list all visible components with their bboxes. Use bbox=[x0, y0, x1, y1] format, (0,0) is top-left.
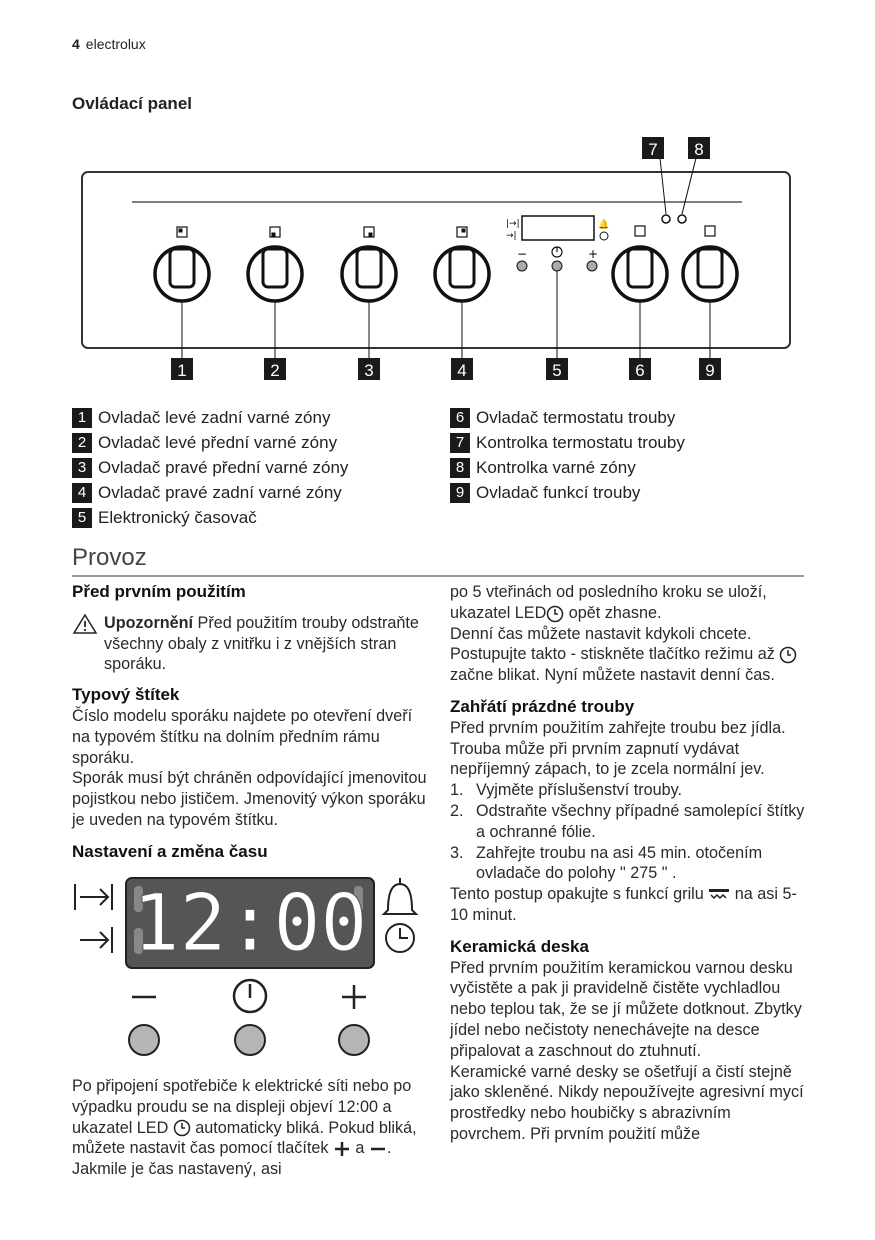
legend-text: Ovladač funkcí trouby bbox=[476, 483, 641, 502]
clock-icon bbox=[386, 924, 414, 952]
time-text-2: automaticky bliká. Pokud bliká, můžete nastavit čas pomocí tlačítek bbox=[72, 1118, 417, 1158]
empty-oven-title: Zahřátí prázdné trouby bbox=[450, 696, 635, 716]
section-title: Ovládací panel bbox=[72, 94, 192, 113]
display-time: 12:00 bbox=[132, 879, 368, 969]
legend-left bbox=[72, 405, 348, 530]
callout-2: 2 bbox=[270, 361, 280, 380]
legend-text: Ovladač levé zadní varné zóny bbox=[98, 408, 331, 427]
knob-9 bbox=[683, 226, 737, 301]
indicator-light-8 bbox=[678, 215, 686, 223]
timer-module bbox=[506, 216, 609, 271]
provoz-title: Provoz bbox=[72, 544, 147, 571]
legend-num: 9 bbox=[450, 483, 470, 503]
legend-num: 3 bbox=[72, 458, 92, 478]
indicator-light-7 bbox=[662, 215, 670, 223]
cont-text-3: Denní čas můžete nastavit kdykoli chcete. Postupujte takto - stiskněte tlačítko režimu až bbox=[450, 624, 775, 664]
list-item bbox=[450, 843, 806, 885]
legend-num: 6 bbox=[450, 408, 470, 428]
step-number: 2. bbox=[450, 801, 464, 820]
legend-text: Ovladač termostatu trouby bbox=[476, 408, 676, 427]
cont-text-2: opět zhasne. bbox=[568, 603, 662, 622]
minus-icon bbox=[369, 1140, 387, 1158]
legend-num: 4 bbox=[72, 483, 92, 503]
plate-paragraph-1: Číslo modelu sporáku najdete po otevření dveří na typovém štítku na dolním předním rámu sporáku. bbox=[72, 706, 413, 767]
legend-item bbox=[450, 455, 685, 480]
cont-text-4: začne blikat. Nyní můžete nastavit denní čas. bbox=[450, 666, 775, 685]
callout-7: 7 bbox=[648, 140, 658, 159]
ceramic-paragraph-1: Před prvním použitím keramickou varnou desku vyčistěte a pak ji pravidelně čistěte vychladlou nebo teplou tak, že se jí můžete dotknout. Zbytky jídel nebo nečistoty nenechávejte na desce připalovat a zaschnout do ztuhnutí. bbox=[450, 958, 802, 1060]
legend-num: 8 bbox=[450, 458, 470, 478]
warning-block bbox=[72, 613, 428, 675]
left-column bbox=[72, 582, 428, 863]
cont-text-1: po 5 vteřinách od posledního kroku se uloží, ukazatel LED bbox=[450, 583, 767, 622]
time-text-1: Po připojení spotřebiče k elektrické síti nebo po výpadku proudu se na displeji objeví 12:00 a ukazatel LED bbox=[72, 1077, 412, 1137]
legend-text: Ovladač pravé zadní varné zóny bbox=[98, 483, 342, 502]
svg-text:→|: →| bbox=[506, 231, 517, 241]
clock-icon bbox=[546, 605, 564, 623]
time-text-4: . Jakmile je čas nastavený, asi bbox=[72, 1139, 392, 1179]
legend-text: Ovladač pravé přední varné zóny bbox=[98, 458, 349, 477]
legend-item bbox=[72, 480, 348, 505]
list-item bbox=[450, 801, 806, 843]
knob-2 bbox=[248, 227, 302, 301]
callout-1: 1 bbox=[177, 361, 187, 380]
page-header bbox=[72, 36, 146, 52]
legend-item bbox=[72, 455, 348, 480]
knob-6 bbox=[613, 226, 667, 301]
legend-text: Elektronický časovač bbox=[98, 508, 257, 527]
legend-num: 5 bbox=[72, 508, 92, 528]
grill-text-2: na asi 5-10 minut. bbox=[450, 885, 797, 924]
step-text: Vyjměte příslušenství trouby. bbox=[476, 781, 683, 800]
brand-name: electrolux bbox=[85, 36, 146, 52]
minus-button[interactable] bbox=[129, 1025, 159, 1055]
section-divider bbox=[72, 575, 804, 577]
callout-3: 3 bbox=[364, 361, 374, 380]
mode-button[interactable] bbox=[235, 1025, 265, 1055]
empty-oven-paragraph: Před prvním použitím zahřejte troubu bez jídla. Trouba může při prvním zapnutí vydávat nepříjemný zápach, to je zcela normální jev. bbox=[450, 718, 786, 779]
plus-icon bbox=[342, 985, 366, 1009]
steps-list bbox=[450, 780, 806, 884]
plate-title: Typový štítek bbox=[72, 685, 180, 705]
time-paragraph bbox=[72, 1076, 428, 1180]
grill-icon bbox=[708, 888, 730, 902]
plate-paragraph-2: Sporák musí být chráněn odpovídající jmenovitou pojistkou nebo jističem. Jmenovitý výkon sporáku je uveden na typovém štítku. bbox=[72, 769, 427, 829]
legend-num: 7 bbox=[450, 433, 470, 453]
ceramic-paragraph-2: Keramické varné desky se ošetřují a čistí stejně jako skleněné. Nikdy nepoužívejte agresivní mycí prostředky nebo houbičky s abrazivním povrchem. Při prvním použití může bbox=[450, 1062, 804, 1143]
legend-item bbox=[72, 405, 348, 430]
step-text: Zahřejte troubu na asi 45 min. otočením ovladače do polohy " 275 " . bbox=[476, 843, 763, 883]
callout-5: 5 bbox=[552, 361, 562, 380]
legend-num: 2 bbox=[72, 433, 92, 453]
grill-text-1: Tento postup opakujte s funkcí grilu bbox=[450, 885, 704, 904]
timer-end-icon bbox=[75, 884, 112, 910]
callout-4: 4 bbox=[457, 361, 467, 380]
callout-6: 6 bbox=[635, 361, 645, 380]
legend-item bbox=[450, 430, 685, 455]
ceramic-title: Keramická deska bbox=[450, 936, 589, 956]
warning-label: Upozornění bbox=[104, 613, 194, 632]
clock-icon bbox=[779, 646, 797, 664]
warning-icon bbox=[72, 613, 104, 675]
list-item bbox=[450, 780, 806, 801]
svg-text:|→|: |→| bbox=[506, 219, 520, 229]
legend-text: Ovladač levé přední varné zóny bbox=[98, 433, 338, 452]
clock-icon bbox=[173, 1119, 191, 1137]
bell-icon bbox=[384, 878, 416, 914]
legend-num: 1 bbox=[72, 408, 92, 428]
callout-8: 8 bbox=[694, 140, 704, 159]
plus-button[interactable] bbox=[339, 1025, 369, 1055]
timer-duration-icon bbox=[80, 927, 112, 953]
first-use-title: Před prvním použitím bbox=[72, 582, 246, 601]
control-panel-diagram bbox=[70, 134, 810, 394]
time-title: Nastavení a změna času bbox=[72, 841, 268, 861]
legend-text: Kontrolka termostatu trouby bbox=[476, 433, 685, 452]
right-column bbox=[450, 582, 806, 1145]
time-text-3: a bbox=[355, 1139, 365, 1158]
callout-9: 9 bbox=[705, 361, 715, 380]
legend-item bbox=[72, 430, 348, 455]
svg-text:−: − bbox=[517, 247, 528, 261]
knob-4 bbox=[435, 227, 489, 301]
step-number: 3. bbox=[450, 843, 464, 862]
legend-item bbox=[450, 480, 685, 505]
legend-right bbox=[450, 405, 685, 505]
step-text: Odstraňte všechny případné samolepící štítky a ochranné fólie. bbox=[476, 801, 805, 841]
page-number: 4 bbox=[72, 36, 80, 52]
plus-icon bbox=[333, 1140, 351, 1158]
power-clock-icon bbox=[234, 980, 266, 1012]
knob-3 bbox=[342, 227, 396, 301]
svg-text:🔔: 🔔 bbox=[598, 220, 610, 230]
legend-item bbox=[72, 505, 348, 530]
svg-text:+: + bbox=[588, 247, 599, 261]
warning-text: Před použitím trouby odstraňte všechny obaly z vnitřku i z vnějších stran sporáku. bbox=[104, 613, 419, 674]
legend-item bbox=[450, 405, 685, 430]
knob-1 bbox=[155, 227, 209, 301]
timer-illustration bbox=[70, 872, 430, 1064]
step-number: 1. bbox=[450, 781, 464, 800]
legend-text: Kontrolka varné zóny bbox=[476, 458, 636, 477]
